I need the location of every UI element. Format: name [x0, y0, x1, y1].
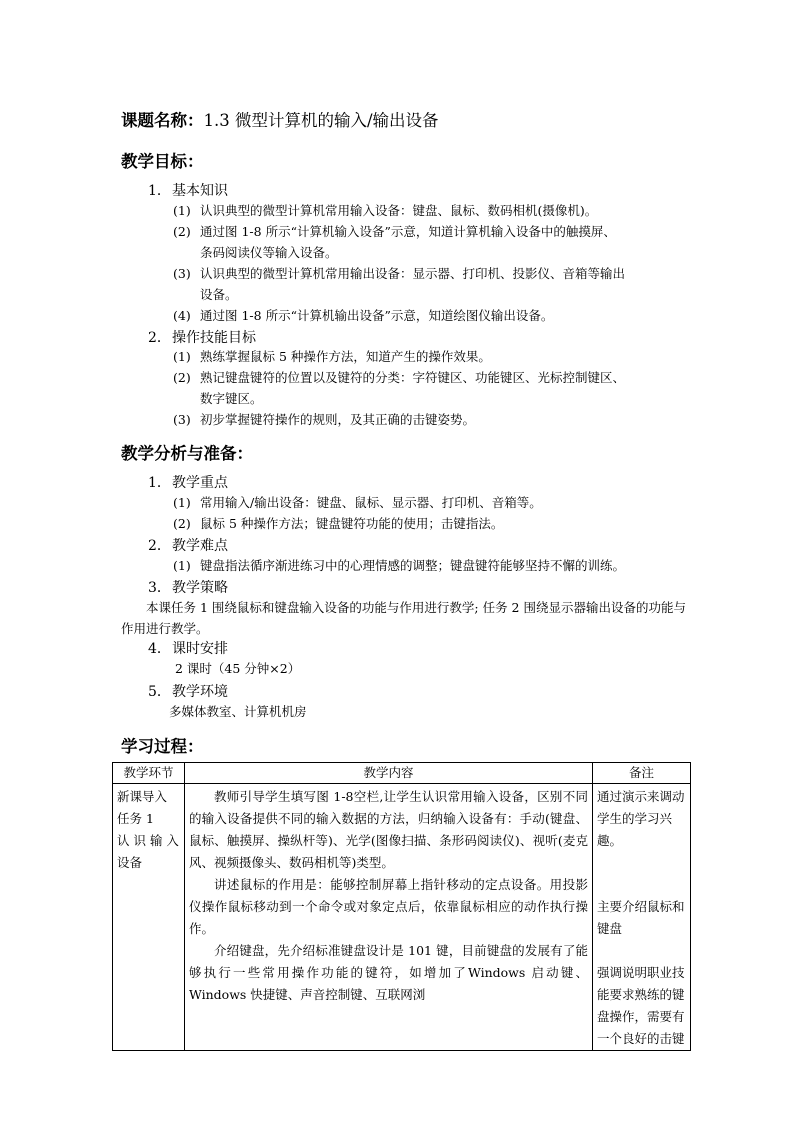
header-remarks: 备注: [593, 763, 691, 784]
analysis-item-1-1: (1) 常用输入/输出设备：键盘、鼠标、显示器、打印机、音箱等。: [173, 495, 542, 510]
analysis-item-2-1: (1) 键盘指法循序渐进练习中的心理情感的调整；键盘键符能够坚持不懈的训练。: [173, 558, 626, 573]
analysis-section-5: 5．教学环境: [148, 684, 228, 700]
remarks-cell: [593, 784, 691, 1051]
process-heading: 学习过程：: [121, 737, 204, 756]
goals-item-2-2: (2) 熟记键盘键符的位置以及键符的分类：字符键区、功能键区、光标控制键区、 数字键区。: [173, 370, 626, 406]
goals-item-2-3: (3) 初步掌握键符操作的规则，及其正确的击键姿势。: [173, 412, 476, 427]
remark-1: 通过演示来调动学生的学习兴趣。: [597, 789, 685, 848]
content-cell: [185, 784, 593, 1051]
goals-section-1: 1．基本知识: [148, 183, 228, 199]
analysis-section-4: 4．课时安排: [148, 641, 228, 657]
teaching-environment: 多媒体教室、计算机机房: [169, 704, 307, 719]
analysis-heading: 教学分析与准备：: [121, 444, 253, 463]
header-content: 教学内容: [185, 763, 593, 784]
lesson-title: [121, 107, 439, 131]
goals-item-1-2: (2) 通过图 1-8 所示“计算机输入设备”示意，知道计算机输入设备中的触摸屏、 条码阅读仪等输入设备。: [173, 224, 616, 260]
analysis-item-1-2: (2) 鼠标 5 种操作方法；键盘键符功能的使用；击键指法。: [173, 516, 504, 531]
goals-section-2: 2．操作技能目标: [148, 330, 256, 346]
goals-item-1-1: (1) 认识典型的微型计算机常用输入设备：键盘、鼠标、数码相机(摄像机)。: [173, 203, 598, 218]
goals-heading: 教学目标：: [121, 152, 204, 171]
class-hours: 2 课时（45 分钟×2）: [175, 661, 301, 676]
analysis-section-3: 3．教学策略: [148, 580, 228, 596]
table-header-row: [113, 763, 691, 784]
analysis-section-1: 1．教学重点: [148, 475, 228, 491]
stage-cell: 新课导入 任务 1 认 识 输 入 设备: [113, 784, 185, 1051]
remark-3: 强调说明职业技能要求熟练的键盘操作，需要有一个良好的击键: [597, 965, 685, 1046]
table-row: [113, 784, 691, 1051]
content-paragraph: 介绍键盘，先介绍标准键盘设计是 101 键，目前键盘的发展有了能够执行一些常用操作功能的键符，如增加了Windows 启动键、Windows 快捷键、声音控制键、互联网浏: [189, 943, 588, 1002]
analysis-section-2: 2．教学难点: [148, 538, 228, 554]
content-paragraph: 教师引导学生填写图 1-8空栏,让学生认识常用输入设备，区别不同的输入设备提供不同的输入数据的方法，归纳输入设备有：手动(键盘、鼠标、触摸屏、操纵杆等)、光学(图像扫描、条形码阅读仪)、视听(麦克风、视频摄像头、数码相机等)类型。: [189, 789, 588, 870]
goals-item-1-4: (4) 通过图 1-8 所示“计算机输出设备”示意，知道绘图仪输出设备。: [173, 308, 554, 323]
goals-item-2-1: (1) 熟练掌握鼠标 5 种操作方法，知道产生的操作效果。: [173, 349, 491, 364]
lesson-title-value: 1.3 微型计算机的输入/输出设备: [203, 111, 439, 130]
content-paragraph: 讲述鼠标的作用是：能够控制屏幕上指针移动的定点设备。用投影仪操作鼠标移动到一个命令或对象定点后，依靠鼠标相应的动作执行操作。: [189, 877, 588, 936]
strategy-paragraph: 本课任务 1 围绕鼠标和键盘输入设备的功能与作用进行教学; 任务 2 围绕显示器输出设备的功能与作用进行教学。: [121, 600, 686, 636]
remark-2: 主要介绍鼠标和键盘: [597, 899, 685, 936]
header-stage: 教学环节: [113, 763, 185, 784]
process-table: [112, 762, 691, 1051]
lesson-title-label: 课题名称：: [121, 111, 204, 130]
goals-item-1-3: (3) 认识典型的微型计算机常用输出设备：显示器、打印机、投影仪、音箱等输出 设备。: [173, 266, 626, 302]
